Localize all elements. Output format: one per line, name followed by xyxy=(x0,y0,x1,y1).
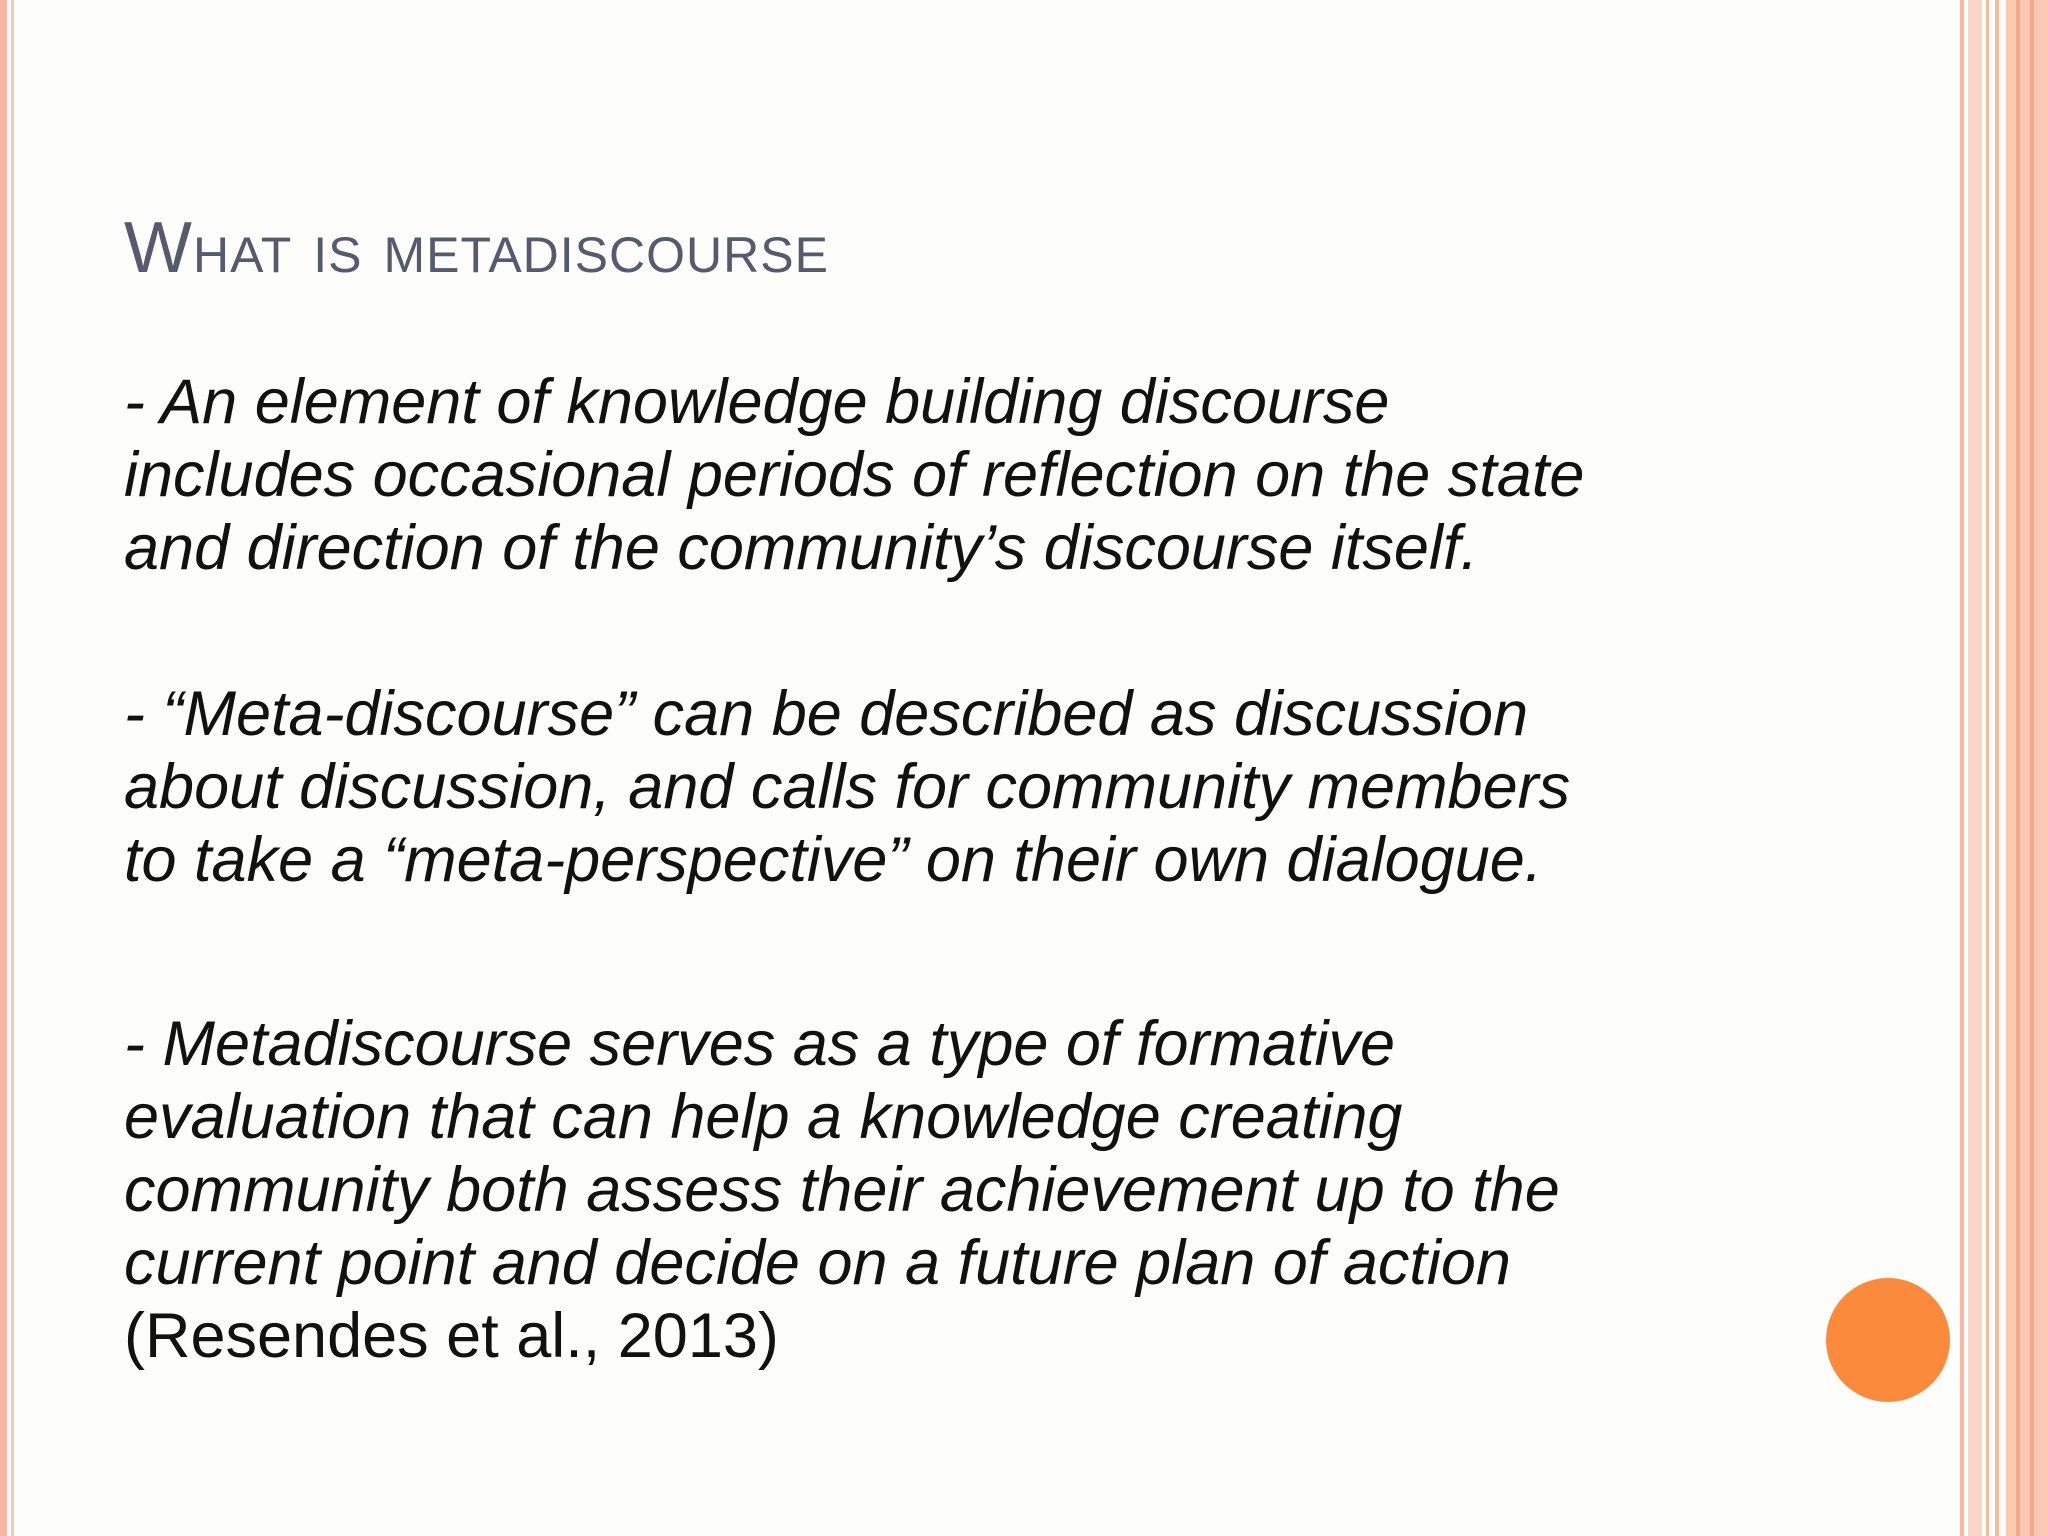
slide-title: What is metadiscourse xyxy=(124,208,829,288)
paragraph-line: - “Meta-discourse” can be described as discussion xyxy=(124,679,1529,749)
bullet-paragraph xyxy=(124,366,1744,585)
bullet-paragraph xyxy=(124,678,1744,897)
paragraph-line: current point and decide on a future plan of action xyxy=(124,1228,1511,1298)
paragraph-line: and direction of the community’s discourse itself. xyxy=(124,513,1478,583)
right-border-band xyxy=(1968,0,1982,1536)
paragraph-line: - An element of knowledge building discourse xyxy=(124,367,1390,437)
accent-circle xyxy=(1826,1278,1950,1402)
paragraph-line: about discussion, and calls for community members xyxy=(124,752,1571,822)
right-border-stripe xyxy=(1960,0,1964,1536)
paragraph-line: to take a “meta-perspective” on their own dialogue. xyxy=(124,825,1543,895)
paragraph-line: community both assess their achievement up to the xyxy=(124,1155,1560,1225)
right-border-stripe xyxy=(2030,0,2034,1536)
paragraph-line: evaluation that can help a knowledge creating xyxy=(124,1082,1403,1152)
paragraph-line: - Metadiscourse serves as a type of formative xyxy=(124,1009,1396,1079)
citation: (Resendes et al., 2013) xyxy=(124,1301,779,1371)
right-border-stripe xyxy=(2016,0,2020,1536)
right-border-band xyxy=(2006,0,2048,1536)
bullet-paragraph xyxy=(124,1008,1744,1373)
left-border-stripe-inner xyxy=(11,0,14,1536)
right-border-stripe xyxy=(1995,0,1999,1536)
left-border-stripe xyxy=(0,0,7,1536)
paragraph-line: includes occasional periods of reflection on the state xyxy=(124,440,1585,510)
right-border-stripe xyxy=(1986,0,1989,1536)
